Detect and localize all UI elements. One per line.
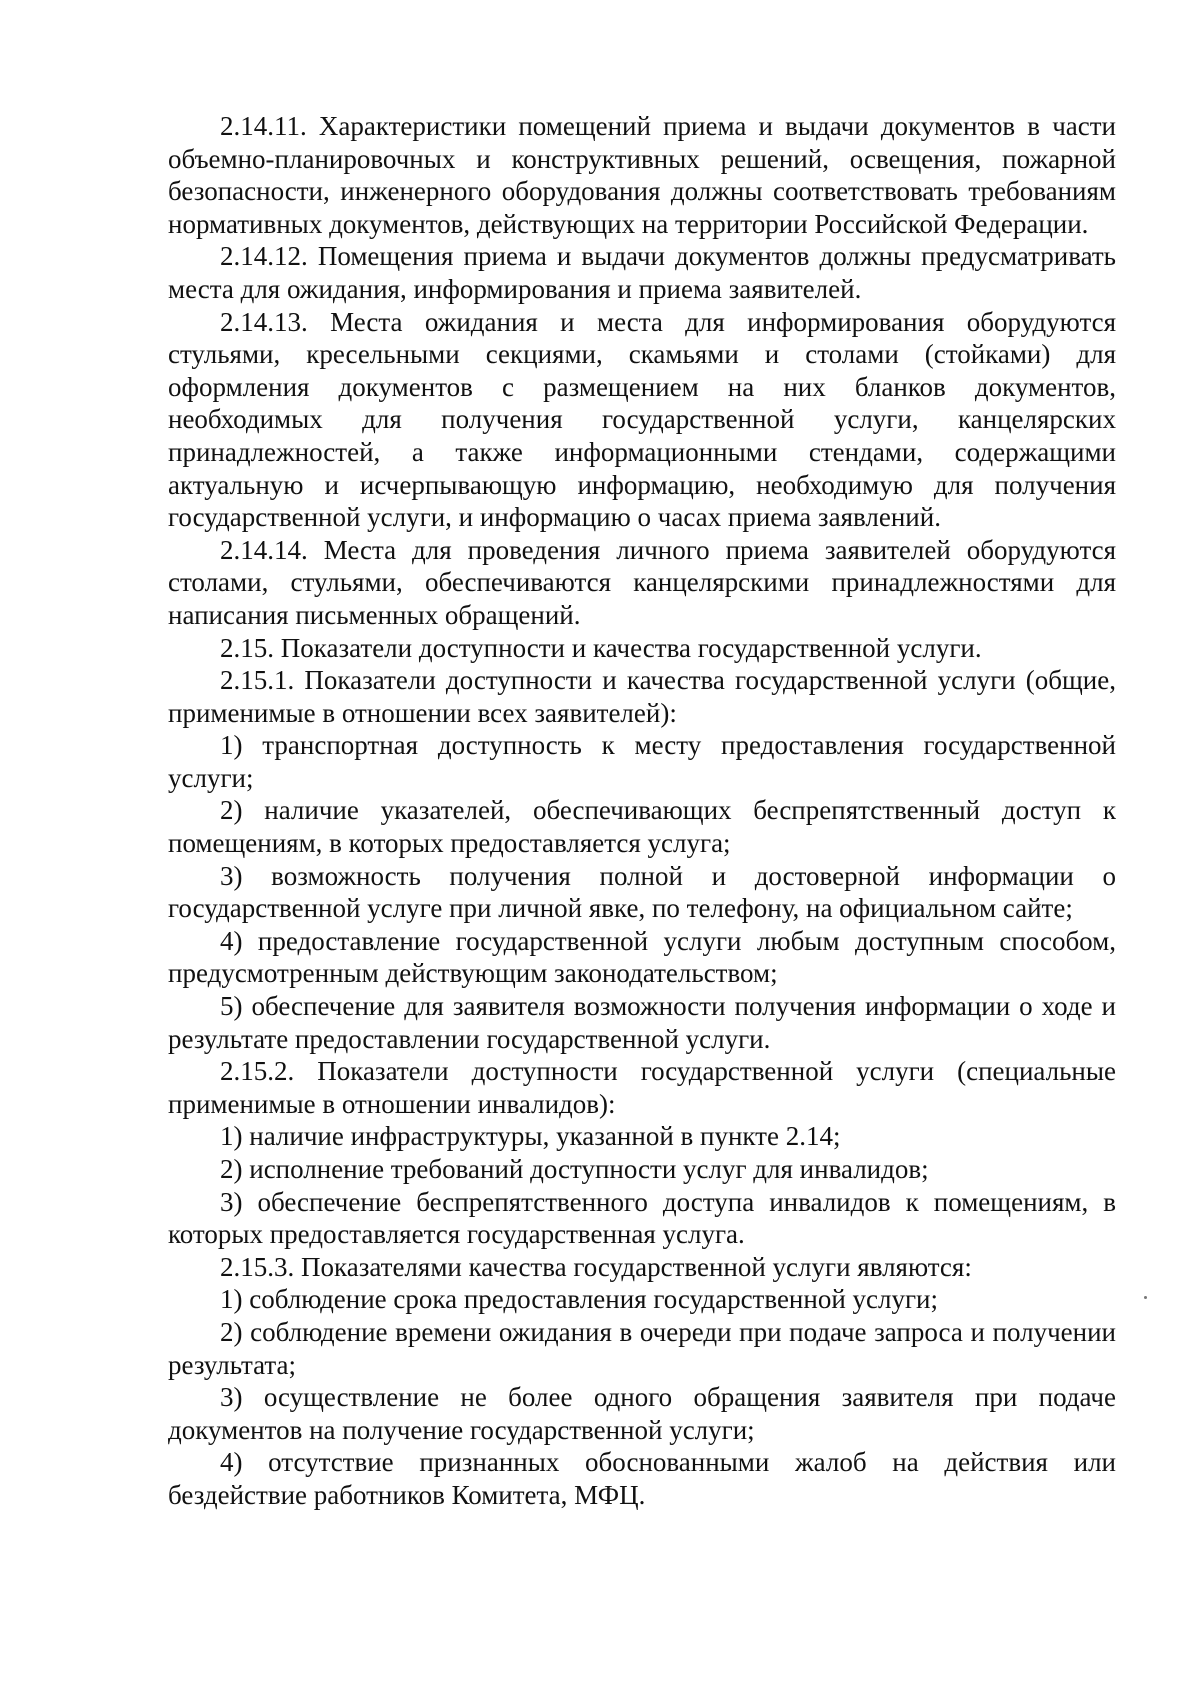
paragraph-2-14-11: 2.14.11. Характеристики помещений приема и выдачи документов в части объемно-планировочных и конструктивных решений, освещения, пожарной безопасности, инженерного оборудования должны соответствовать требованиям нормативных документов, действующих на территории Российской Федерации. <box>168 111 1116 239</box>
list-item-2-15-1-1: 1) транспортная доступность к месту предоставления государственной услуги; <box>168 730 1116 793</box>
paragraph-2-15-2: 2.15.2. Показатели доступности государственной услуги (специальные применимые в отношении инвалидов): <box>168 1056 1116 1119</box>
scan-speck <box>1144 1296 1147 1299</box>
list-item-2-15-1-5: 5) обеспечение для заявителя возможности получения информации о ходе и результате предоставлении государственной услуги. <box>168 991 1116 1054</box>
paragraph-2-15-3: 2.15.3. Показателями качества государственной услуги являются: <box>220 1251 972 1282</box>
paragraph-2-15-1: 2.15.1. Показатели доступности и качества государственной услуги (общие, применимые в отношении всех заявителей): <box>168 665 1116 728</box>
list-item-2-15-2-2: 2) исполнение требований доступности услуг для инвалидов; <box>220 1154 929 1184</box>
paragraph-2-14-13: 2.14.13. Места ожидания и места для информирования оборудуются стульями, кресельными секциями, скамьями и столами (стойками) для оформления документов с размещением на них бланков документов, необходимых для получения государственной услуги, канцелярских принадлежностей, а также информационными стендами, содержащими актуальную и исчерпывающую информацию, необходимую для получения государственной услуги, и информацию о часах приема заявлений. <box>168 306 1116 533</box>
list-item-2-15-2-3: 3) обеспечение беспрепятственного доступа инвалидов к помещениям, в которых предоставляется государственная услуга. <box>168 1186 1116 1250</box>
document-body <box>168 110 1116 1512</box>
list-item-2-15-2-1: 1) наличие инфраструктуры, указанной в пункте 2.14; <box>220 1121 841 1152</box>
list-item-2-15-1-3: 3) возможность получения полной и достоверной информации о государственной услуге при личной явке, по телефону, на официальном сайте; <box>168 860 1116 924</box>
paragraph-2-14-12: 2.14.12. Помещения приема и выдачи документов должны предусматривать места для ожидания, информирования и приема заявителей. <box>168 241 1116 304</box>
paragraph-2-15: 2.15. Показатели доступности и качества государственной услуги. <box>220 632 982 663</box>
list-item-2-15-1-2: 2) наличие указателей, обеспечивающих беспрепятственный доступ к помещениям, в которых предоставляется услуга; <box>168 795 1116 859</box>
list-item-2-15-1-4: 4) предоставление государственной услуги любым доступным способом, предусмотренным действующим законодательством; <box>168 925 1116 989</box>
list-item-2-15-3-4: 4) отсутствие признанных обоснованными жалоб на действия или бездействие работников Комитета, МФЦ. <box>168 1447 1116 1510</box>
list-item-2-15-3-3: 3) осуществление не более одного обращения заявителя при подаче документов на получение государственной услуги; <box>168 1382 1116 1445</box>
list-item-2-15-3-2: 2) соблюдение времени ожидания в очереди при подаче запроса и получении результата; <box>168 1316 1116 1380</box>
paragraph-2-14-14: 2.14.14. Места для проведения личного приема заявителей оборудуются столами, стульями, обеспечиваются канцелярскими принадлежностями для написания письменных обращений. <box>168 534 1116 630</box>
list-item-2-15-3-1: 1) соблюдение срока предоставления государственной услуги; <box>220 1284 939 1315</box>
